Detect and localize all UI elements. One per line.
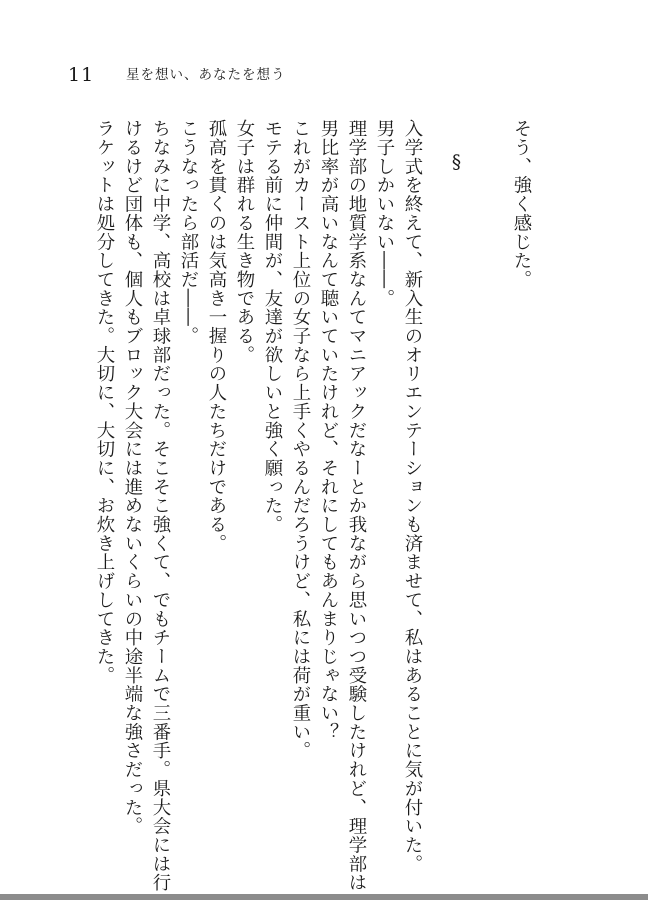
text-column: これがカースト上位の女子なら上手くやるんだろうけど、私には荷が重い。 — [290, 119, 311, 760]
running-head: 星を想い、あなたを想う — [126, 67, 286, 83]
section-mark: § — [446, 152, 467, 174]
text-column: 入学式を終えて、新入生のオリエンテーションも済ませて、私はあることに気が付いた。 — [402, 119, 423, 873]
text-column: こうなったら部活だ――。 — [178, 119, 199, 346]
text-column: ちなみに中学、高校は卓球部だった。そこそこ強くて、でもチームで三番手。県大会には行 — [150, 119, 171, 892]
text-column: 孤高を貫くのは気高き一握りの人たちだけである。 — [206, 119, 227, 553]
text-column: けるけど団体も、個人もブロック大会には進めないくらいの中途半端な強さだった。 — [122, 119, 143, 836]
text-column: 男子しかいない――。 — [374, 119, 395, 308]
text-column: 理学部の地質学系なんてマニアックだなーとか我ながら思いつつ受験したけれど、理学部は — [346, 119, 367, 892]
text-column: そう、強く感じた。 — [511, 119, 532, 289]
text-column: ラケットは処分してきた。大切に、大切に、お炊き上げしてきた。 — [94, 119, 115, 685]
text-column: 女子は群れる生き物である。 — [234, 119, 255, 365]
text-column: 男比率が高いなんて聴いていたけれど、それにしてもあんまりじゃない？ — [318, 119, 339, 742]
bottom-edge — [0, 894, 648, 900]
page-number: 11 — [68, 64, 95, 86]
text-column: モテる前に仲間が、友達が欲しいと強く願った。 — [262, 119, 283, 534]
